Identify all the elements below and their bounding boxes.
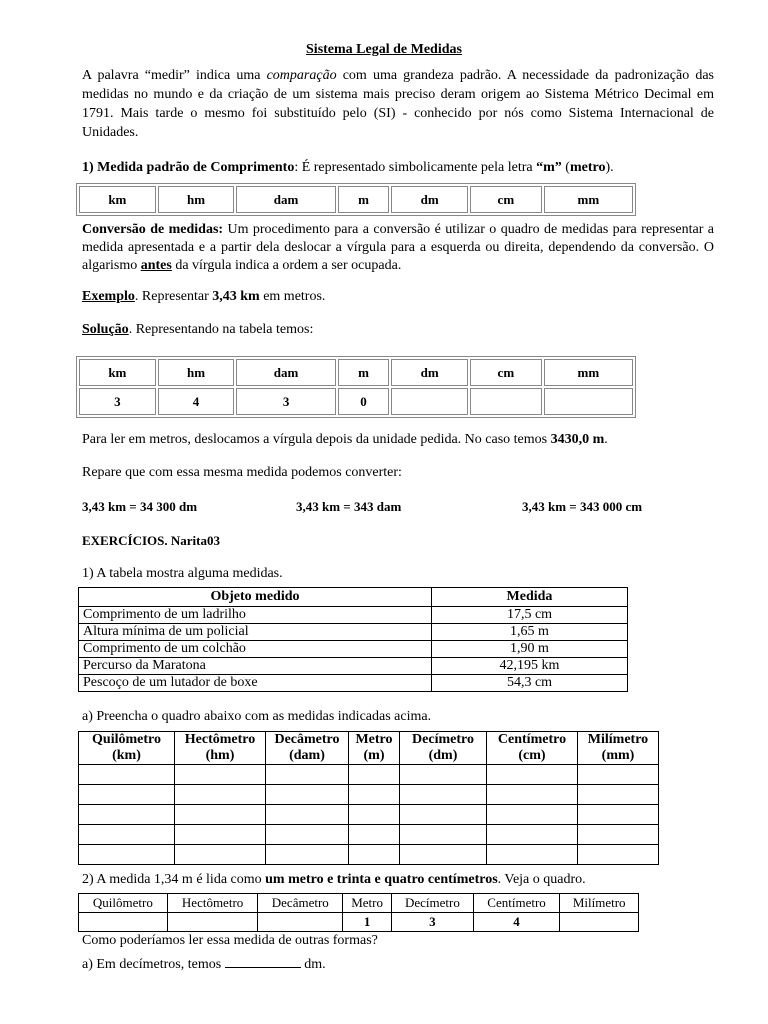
unit-cell: km — [79, 186, 156, 213]
unit-cell: mm — [544, 359, 633, 386]
value-cell — [470, 388, 542, 415]
medida-cell: 1,90 m — [432, 641, 628, 658]
grid-empty-row — [79, 845, 659, 865]
reading-value — [167, 913, 258, 932]
reading-header: Centímetro — [473, 894, 560, 913]
value-cell — [391, 388, 468, 415]
unit-cell: hm — [158, 186, 235, 213]
ex2-bold: um metro e trinta e quatro centímetros — [265, 872, 498, 887]
medida-cell: 54,3 cm — [432, 675, 628, 692]
ex2-text-end: . Veja o quadro. — [497, 872, 586, 887]
grid-header — [266, 732, 349, 765]
unit-cell: cm — [470, 186, 542, 213]
page-title: Sistema Legal de Medidas — [306, 42, 462, 57]
header-objeto: Objeto medido — [79, 588, 432, 607]
grid-header — [349, 732, 400, 765]
reading-value: 1 — [343, 913, 392, 932]
section1-heading — [82, 160, 614, 176]
grid-empty-row — [79, 765, 659, 785]
example-table — [76, 356, 636, 418]
example-value-row — [79, 388, 633, 415]
intro-emphasis: comparação — [266, 68, 337, 83]
paren-open: ( — [561, 160, 570, 175]
grid-cell[interactable] — [175, 785, 266, 805]
header-medida: Medida — [432, 588, 628, 607]
grid-cell[interactable] — [79, 845, 175, 865]
grid-cell[interactable] — [578, 825, 659, 845]
exemplo-text: . Representar — [134, 289, 213, 304]
medida-cell: 17,5 cm — [432, 607, 628, 624]
grid-cell[interactable] — [266, 845, 349, 865]
reading-header: Decímetro — [392, 894, 474, 913]
grid-header-unit: (dm) — [428, 748, 458, 763]
conversion-3: 3,43 km = 343 000 cm — [522, 499, 643, 514]
value-cell: 4 — [158, 388, 235, 415]
grid-cell[interactable] — [349, 825, 400, 845]
intro-text-rest: com uma grandeza padrão. A necessidade da padronização das medidas no mundo e da criação de um sistema mais preciso deram origem ao Sistema Métrico Decimal em 1791. Mais tarde o mesmo foi substituído pelo (SI) - conhecido por nós como Sistema Internacional de Unidades. — [82, 68, 714, 140]
conversion-1: 3,43 km = 34 300 dm — [82, 499, 198, 514]
table-row — [79, 658, 628, 675]
ex1-text: 1) A tabela mostra alguma medidas. — [82, 566, 283, 581]
medidas-table — [78, 587, 628, 692]
objeto-cell: Comprimento de um colchão — [79, 641, 432, 658]
grid-header — [79, 732, 175, 765]
grid-cell[interactable] — [175, 765, 266, 785]
table-row — [79, 607, 628, 624]
unit-cell: km — [79, 359, 156, 386]
grid-cell[interactable] — [79, 825, 175, 845]
unit-cell: dm — [391, 359, 468, 386]
reading-header: Metro — [343, 894, 392, 913]
grid-header-name: Decâmetro — [274, 732, 340, 747]
conversao-text: Um procedimento para a conversão é utilizar o quadro de medidas para representar a medida apresentada e a partir dela deslocar a vírgula para a esquerda ou direita, dependendo da conversão. O algarismo — [82, 222, 714, 273]
example-header-row — [79, 359, 633, 386]
units-table — [76, 183, 636, 216]
value-cell — [544, 388, 633, 415]
reading-table — [78, 893, 639, 932]
grid-empty-row — [79, 785, 659, 805]
grid-header-unit: (cm) — [518, 748, 546, 763]
value-cell: 0 — [338, 388, 390, 415]
grid-cell[interactable] — [578, 845, 659, 865]
unit-cell: dam — [236, 186, 335, 213]
grid-header-unit: (hm) — [205, 748, 235, 763]
table-row — [79, 624, 628, 641]
units-row — [79, 186, 633, 213]
grid-header — [578, 732, 659, 765]
conversao-paragraph — [82, 221, 714, 275]
ex1-a-text: a) Preencha o quadro abaixo com as medidas indicadas acima. — [82, 709, 432, 724]
reading-header: Hectômetro — [167, 894, 258, 913]
section1-title: 1) Medida padrão de Comprimento — [82, 160, 295, 175]
ler-value: 3430,0 m — [550, 432, 605, 447]
reading-value — [258, 913, 343, 932]
solucao-text: . Representando na tabela temos: — [128, 322, 314, 337]
reading-header: Decâmetro — [258, 894, 343, 913]
grid-cell[interactable] — [487, 845, 578, 865]
intro-paragraph — [82, 66, 714, 142]
grid-cell[interactable] — [79, 785, 175, 805]
exercicios-heading: EXERCÍCIOS. Narita03 — [82, 533, 220, 548]
unit-cell: mm — [544, 186, 633, 213]
symbol-m: “m” — [536, 160, 562, 175]
grid-header-name: Milímetro — [587, 732, 649, 747]
antes-word: antes — [140, 258, 172, 273]
grid-cell[interactable] — [400, 845, 487, 865]
grid-cell[interactable] — [487, 785, 578, 805]
grid-cell[interactable] — [266, 805, 349, 825]
objeto-cell: Altura mínima de um policial — [79, 624, 432, 641]
grid-cell[interactable] — [349, 785, 400, 805]
grid-header-row — [79, 732, 659, 765]
grid-cell[interactable] — [578, 805, 659, 825]
metro-word: metro — [569, 160, 606, 175]
ex2-a-line — [82, 955, 326, 973]
grid-empty-row — [79, 825, 659, 845]
objeto-cell: Percurso da Maratona — [79, 658, 432, 675]
table-row — [79, 675, 628, 692]
grid-cell[interactable] — [400, 785, 487, 805]
intro-text: A palavra “medir” indica uma — [82, 68, 267, 83]
grid-header-name: Centímetro — [497, 732, 567, 747]
unit-cell: cm — [470, 359, 542, 386]
unit-cell: hm — [158, 359, 235, 386]
repare-line: Repare que com essa mesma medida podemos converter: — [82, 465, 402, 480]
reading-header-row — [79, 894, 639, 913]
grid-empty-row — [79, 805, 659, 825]
exemplo-label: Exemplo — [82, 289, 135, 304]
ex2-text — [82, 872, 586, 888]
reading-header: Milímetro — [560, 894, 639, 913]
unit-cell: dm — [391, 186, 468, 213]
reading-value: 3 — [392, 913, 474, 932]
grid-cell[interactable] — [349, 845, 400, 865]
reading-value — [560, 913, 639, 932]
grid-cell[interactable] — [79, 765, 175, 785]
grid-cell[interactable] — [175, 825, 266, 845]
grid-cell[interactable] — [266, 825, 349, 845]
grid-header-unit: (m) — [363, 748, 385, 763]
unit-cell: dam — [236, 359, 335, 386]
grid-header-name: Metro — [355, 732, 393, 747]
grid-header — [400, 732, 487, 765]
exemplo-text-end: em metros. — [259, 289, 326, 304]
section1-text: : É representado simbolicamente pela letra — [294, 160, 537, 175]
medidas-header-row — [79, 588, 628, 607]
reading-value-row — [79, 913, 639, 932]
conversion-grid — [78, 731, 659, 865]
grid-cell[interactable] — [79, 805, 175, 825]
ex2-question: Como poderíamos ler essa medida de outras formas? — [82, 933, 378, 948]
medida-cell: 1,65 m — [432, 624, 628, 641]
unit-cell: m — [338, 359, 390, 386]
ler-end: . — [604, 432, 608, 447]
conversao-label: Conversão de medidas: — [82, 222, 224, 237]
medida-cell: 42,195 km — [432, 658, 628, 675]
solucao-line — [82, 322, 313, 338]
grid-cell[interactable] — [487, 765, 578, 785]
objeto-cell: Comprimento de um ladrilho — [79, 607, 432, 624]
conversion-2: 3,43 km = 343 dam — [296, 499, 402, 514]
ler-text: Para ler em metros, deslocamos a vírgula depois da unidade pedida. No caso temos — [82, 432, 551, 447]
answer-blank[interactable] — [225, 955, 301, 968]
grid-header — [487, 732, 578, 765]
grid-cell[interactable] — [400, 825, 487, 845]
conversao-text-end: da vírgula indica a ordem a ser ocupada. — [171, 258, 402, 273]
paren-close: ). — [605, 160, 614, 175]
grid-cell[interactable] — [400, 765, 487, 785]
objeto-cell: Pescoço de um lutador de boxe — [79, 675, 432, 692]
grid-header-name: Quilômetro — [92, 732, 161, 747]
reading-value — [79, 913, 168, 932]
grid-cell[interactable] — [349, 805, 400, 825]
grid-cell[interactable] — [487, 825, 578, 845]
exemplo-value: 3,43 km — [212, 289, 260, 304]
ex2-text-start: 2) A medida 1,34 m é lida como — [82, 872, 266, 887]
grid-header-name: Decímetro — [412, 732, 474, 747]
grid-cell[interactable] — [400, 805, 487, 825]
ex2-a-text: a) Em decímetros, temos — [82, 957, 225, 972]
grid-cell[interactable] — [175, 805, 266, 825]
grid-cell[interactable] — [266, 765, 349, 785]
grid-cell[interactable] — [578, 765, 659, 785]
ler-line — [82, 432, 608, 448]
grid-cell[interactable] — [175, 845, 266, 865]
grid-header-unit: (dam) — [289, 748, 325, 763]
unit-cell: m — [338, 186, 390, 213]
reading-header: Quilômetro — [79, 894, 168, 913]
table-row — [79, 641, 628, 658]
grid-cell[interactable] — [487, 805, 578, 825]
solucao-label: Solução — [82, 322, 129, 337]
grid-cell[interactable] — [266, 785, 349, 805]
value-cell: 3 — [79, 388, 156, 415]
grid-header-name: Hectômetro — [184, 732, 256, 747]
ex2-a-end: dm. — [300, 957, 326, 972]
value-cell: 3 — [236, 388, 335, 415]
grid-header — [175, 732, 266, 765]
grid-cell[interactable] — [349, 765, 400, 785]
grid-header-unit: (mm) — [601, 748, 635, 763]
grid-cell[interactable] — [578, 785, 659, 805]
reading-value: 4 — [473, 913, 560, 932]
grid-header-unit: (km) — [112, 748, 141, 763]
exemplo-line — [82, 289, 325, 305]
